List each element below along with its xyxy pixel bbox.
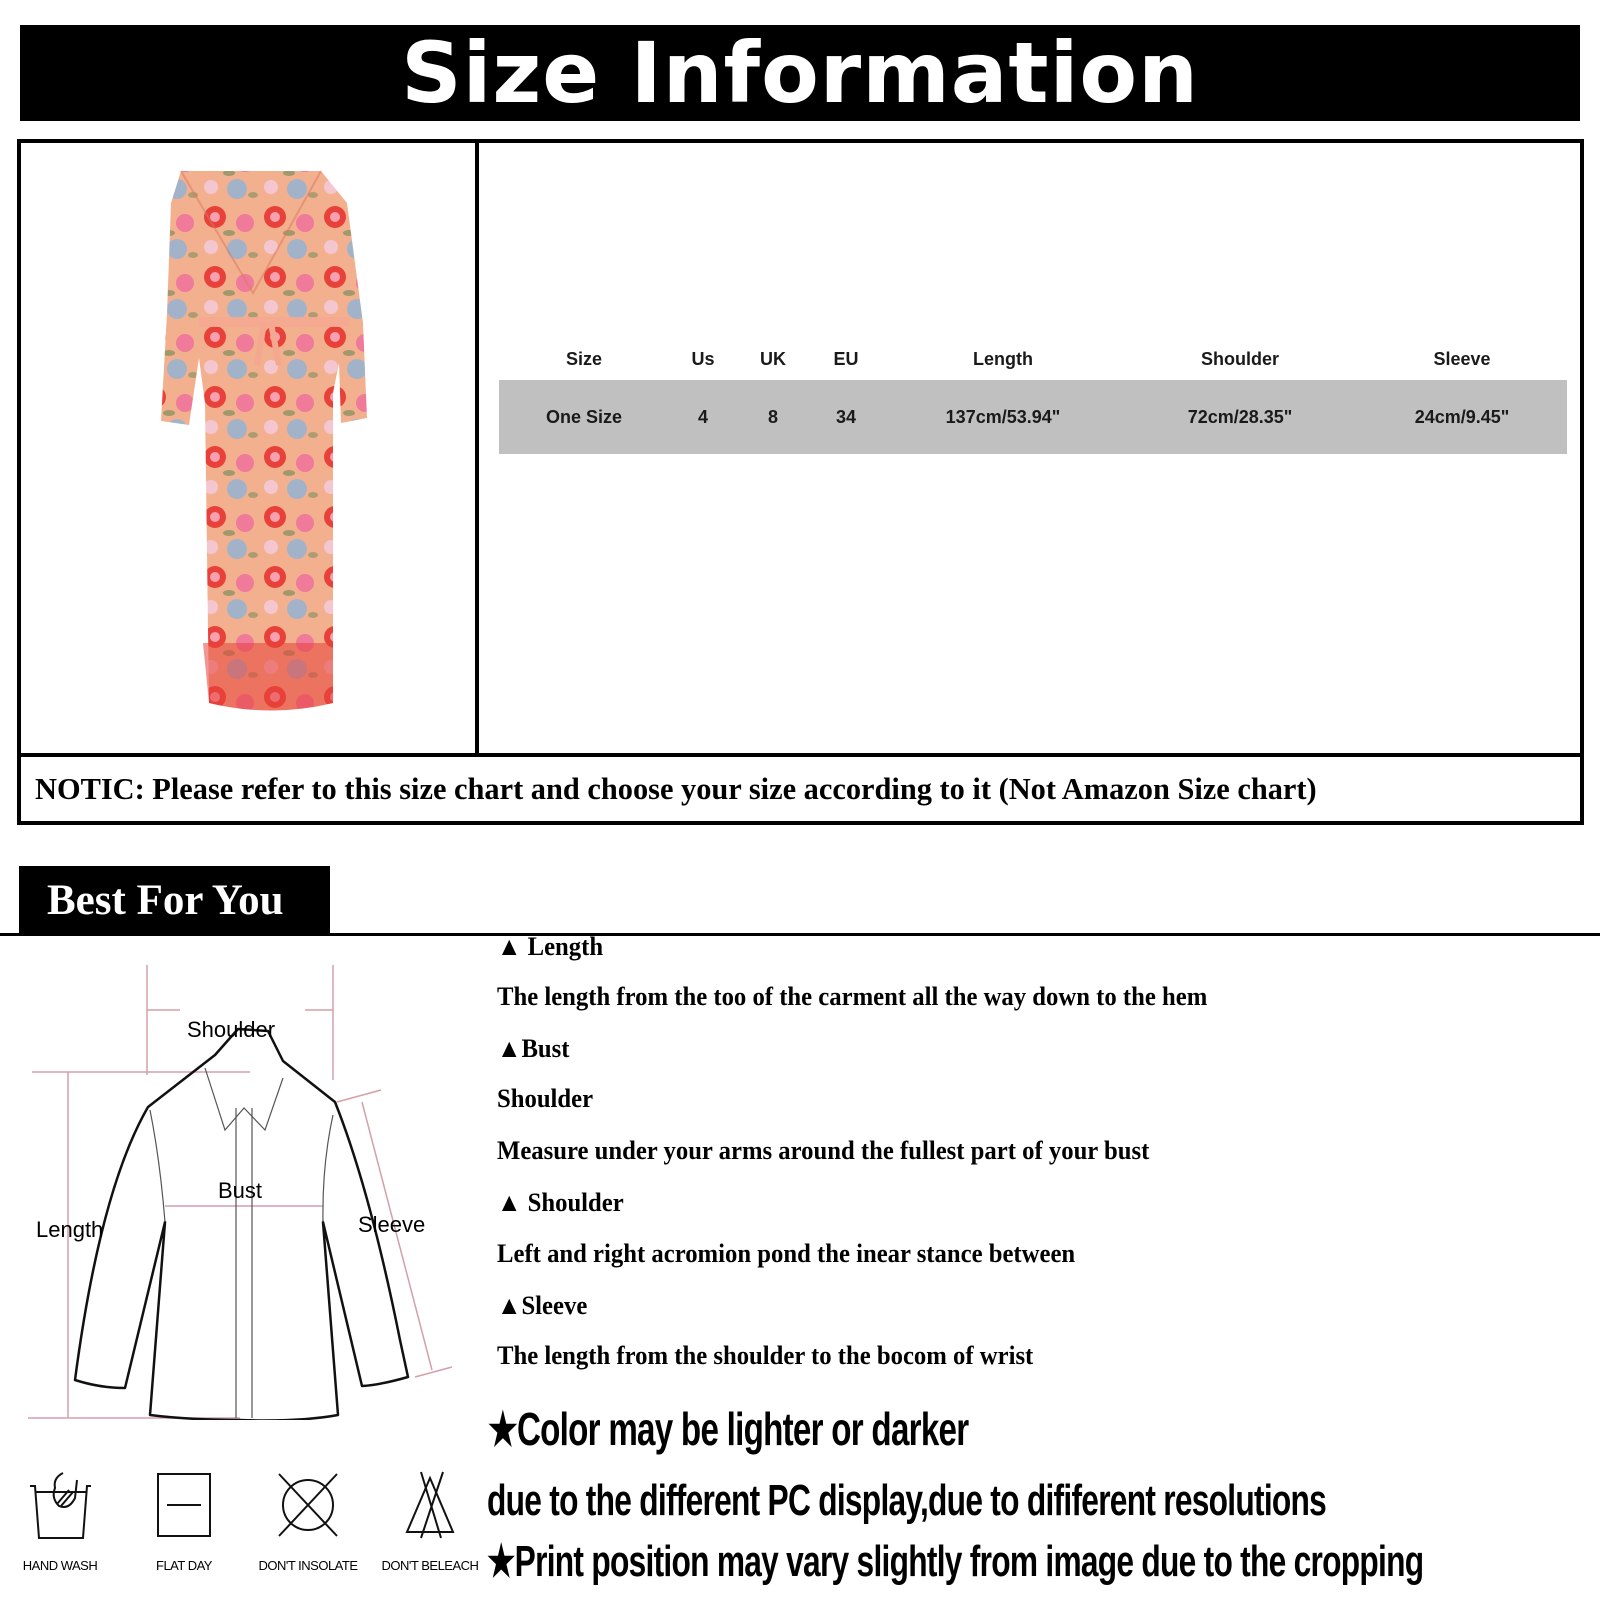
disclaimer-color: ★Color may be lighter or darker (488, 1403, 969, 1455)
cell-shoulder: 72cm/28.35" (1123, 380, 1357, 454)
care-label: FLAT DAY (156, 1558, 212, 1573)
product-image (21, 143, 479, 753)
table-row (499, 380, 1567, 454)
guide-text-length: The length from the too of the carment all the way down to the hem (497, 982, 1208, 1011)
col-header: Size (565, 348, 603, 369)
disclaimer-print: ★Print position may vary slightly from image due to the cropping (487, 1537, 1424, 1586)
best-for-you-tab: Best For You (19, 866, 330, 935)
guide-heading-sleeve: ▲Sleeve (497, 1291, 588, 1320)
do-not-bleach-icon (395, 1470, 465, 1540)
guide-heading-length: ▲ Length (497, 932, 604, 961)
care-item-dont-insolate (248, 1470, 368, 1573)
do-not-tumble-icon (273, 1470, 343, 1540)
care-item-flat-dry (124, 1470, 244, 1573)
guide-text-sleeve: The length from the shoulder to the bocom of wrist (497, 1341, 1034, 1370)
care-label: DON'T INSOLATE (258, 1558, 358, 1573)
size-table-cell (479, 143, 1580, 753)
measurement-diagram (0, 940, 480, 1420)
diagram-label-sleeve: Sleeve (358, 1212, 426, 1237)
col-header: Sleeve (1433, 348, 1491, 369)
size-table (499, 338, 1567, 454)
col-header: Us (691, 348, 715, 369)
diagram-label-shoulder: Shoulder (187, 1017, 276, 1042)
col-header: UK (760, 348, 786, 369)
cell-eu: 34 (809, 380, 883, 454)
table-header-row (499, 338, 1567, 380)
guide-heading-bust: ▲Bust (497, 1034, 570, 1063)
guide-text-shoulder: Left and right acromion pond the inear stance between (497, 1239, 1076, 1268)
col-header: EU (833, 348, 859, 369)
care-item-hand-wash (0, 1470, 120, 1573)
cell-length: 137cm/53.94" (883, 380, 1123, 454)
guide-text-bust: Measure under your arms around the fullest part of your bust (497, 1136, 1150, 1165)
cell-us: 4 (669, 380, 737, 454)
diagram-label-length: Length (36, 1217, 104, 1242)
care-label: DON'T BELEACH (381, 1558, 479, 1573)
diagram-label-bust: Bust (218, 1178, 263, 1203)
cell-uk: 8 (737, 380, 809, 454)
cell-size: One Size (499, 380, 669, 454)
hand-wash-icon (25, 1470, 95, 1540)
flat-dry-icon (149, 1470, 219, 1540)
size-chart-panel (17, 139, 1584, 825)
care-label: HAND WASH (22, 1558, 98, 1573)
care-item-dont-bleach (370, 1470, 490, 1573)
product-image-cell (21, 143, 479, 753)
guide-text-bust-extra: Shoulder (497, 1084, 594, 1113)
page-title: Size Information (20, 25, 1580, 121)
disclaimer-display: due to the different PC display,due to dififerent resolutions (487, 1476, 1327, 1525)
notice-text: NOTIC: Please refer to this size chart and choose your size according to it (Not Amazon Size chart) (35, 771, 1317, 806)
guide-heading-shoulder: ▲ Shoulder (497, 1188, 624, 1217)
col-header: Shoulder (1200, 348, 1279, 369)
section-divider (0, 933, 1600, 936)
col-header: Length (973, 348, 1033, 369)
cell-sleeve: 24cm/9.45" (1357, 380, 1567, 454)
notice-bar (21, 753, 1580, 821)
